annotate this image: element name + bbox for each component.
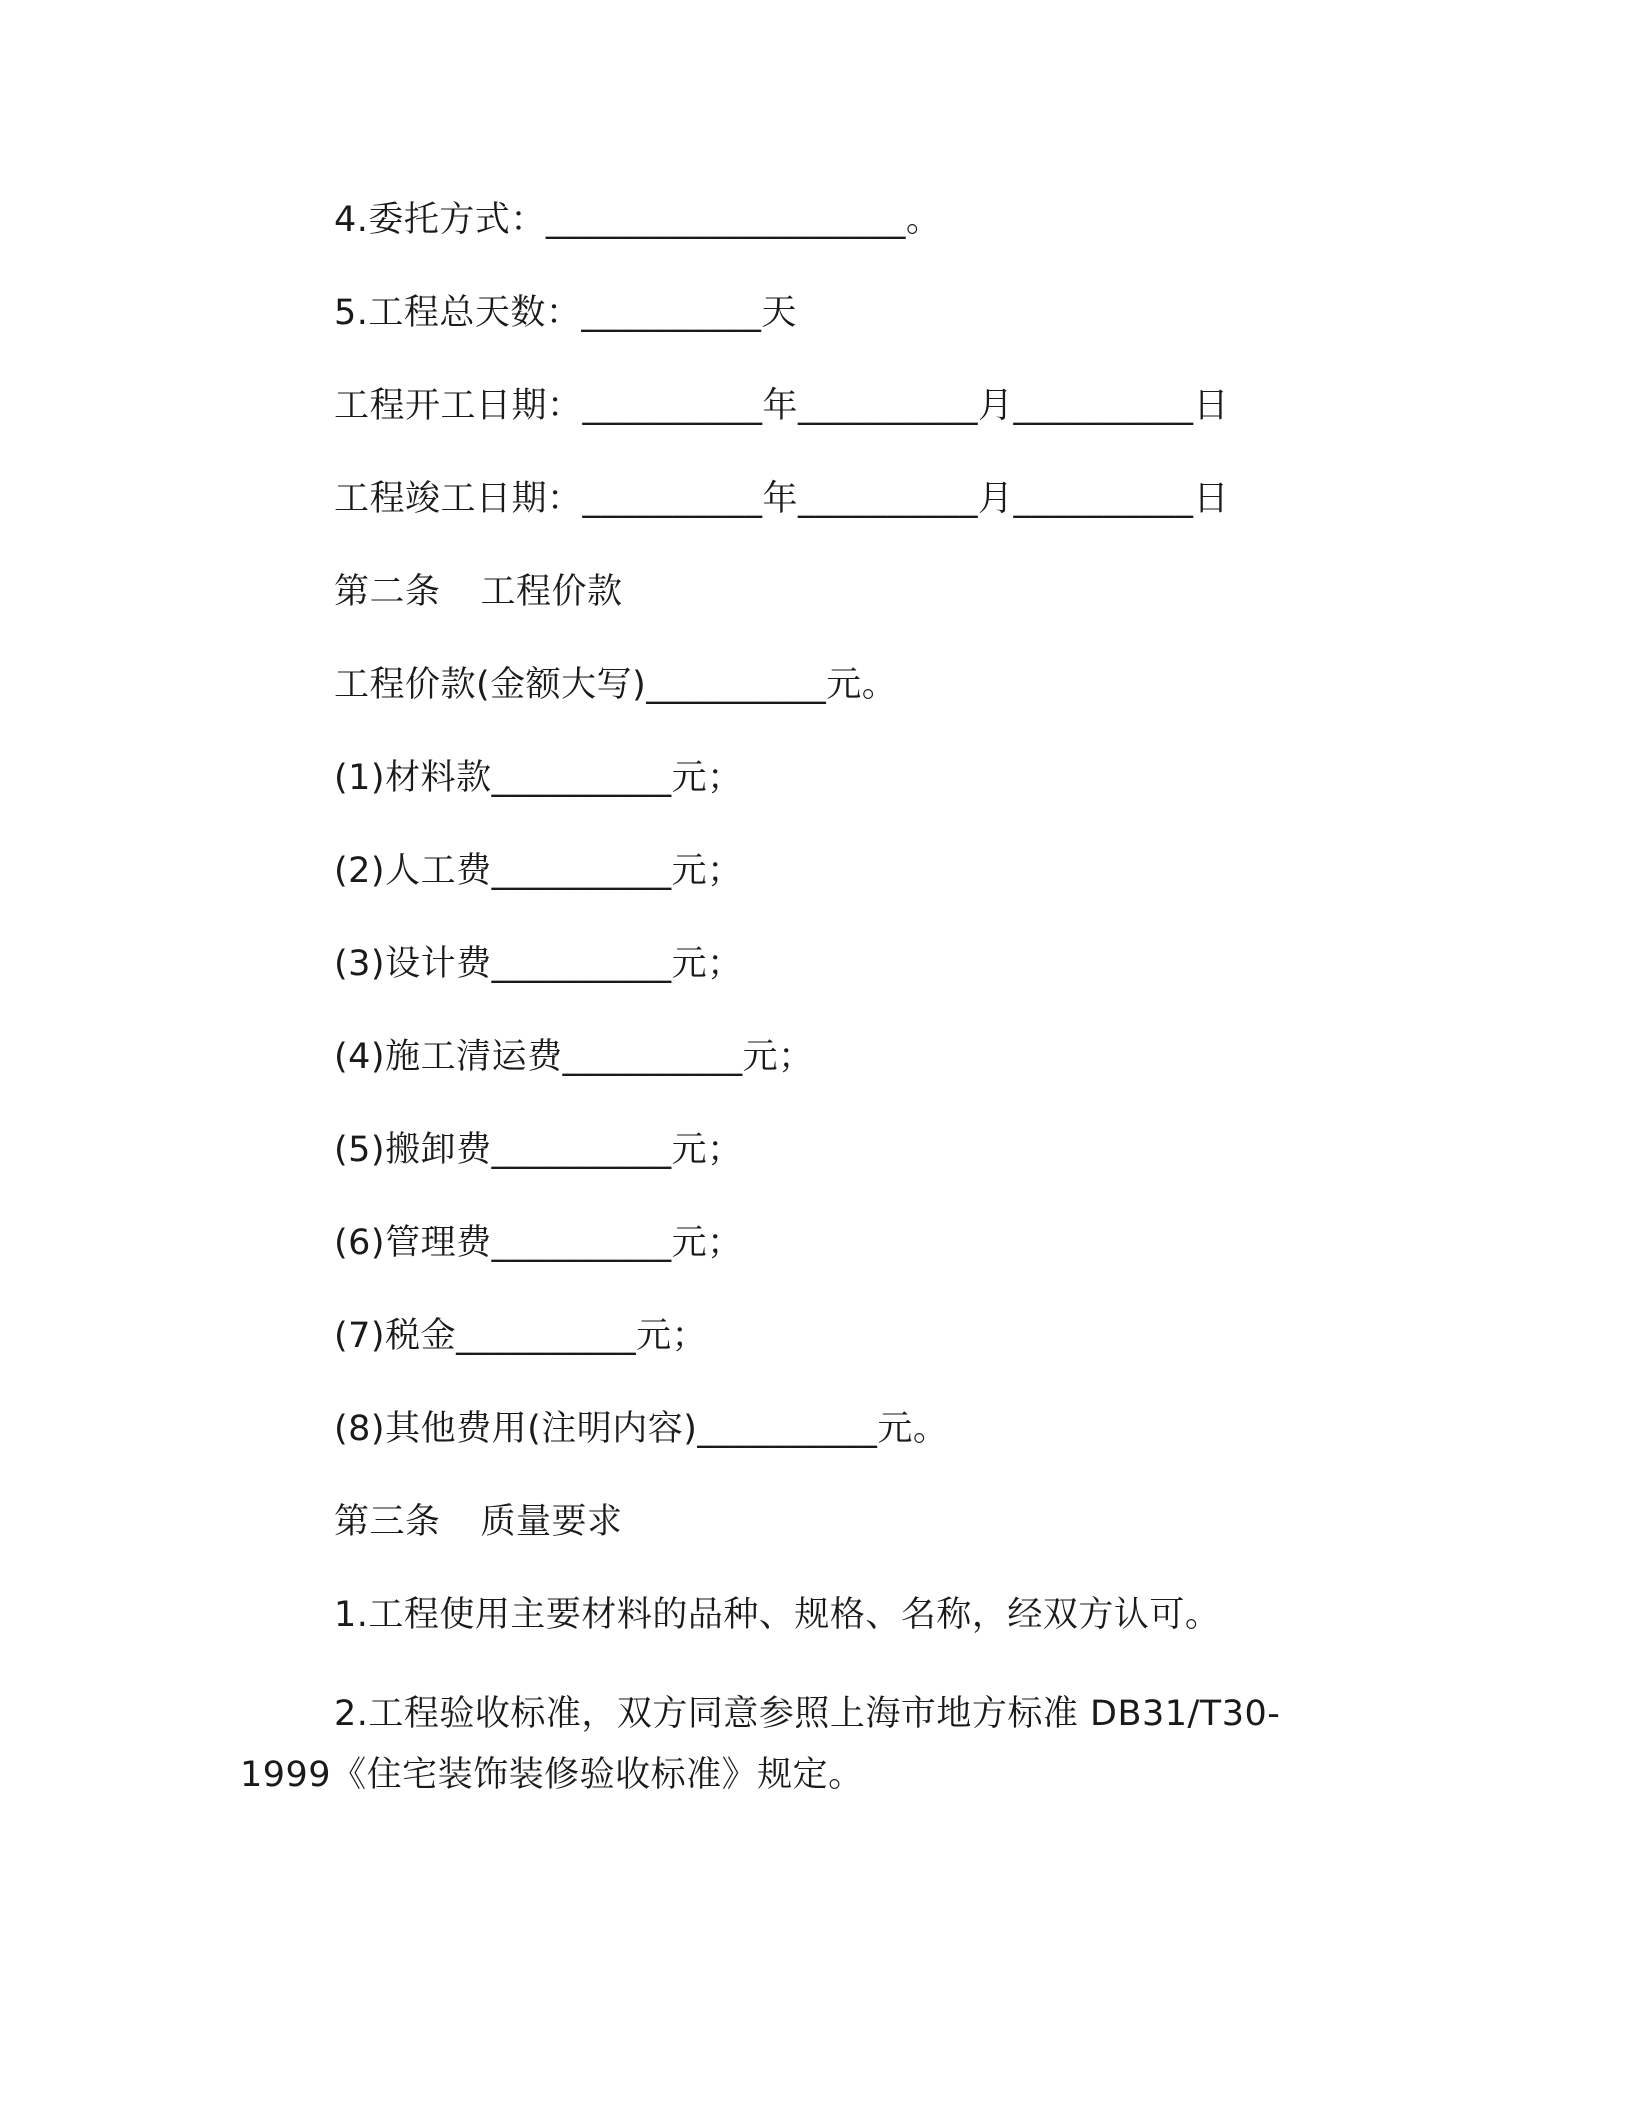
section-3-title: 质量要求	[480, 1502, 623, 1542]
price-item-management: (6)管理费__________元；	[334, 1223, 743, 1263]
completion-date-line: 工程竣工日期：__________年__________月__________日	[334, 479, 1230, 519]
section-3-number: 第三条	[334, 1502, 441, 1542]
total-days-line: 5.工程总天数：__________天	[334, 293, 797, 333]
price-item-design: (3)设计费__________元；	[334, 944, 743, 984]
price-item-materials: (1)材料款__________元；	[334, 758, 743, 798]
entrust-method-line: 4.委托方式：____________________。	[334, 200, 942, 240]
section-2-number: 第二条	[334, 572, 441, 612]
price-item-labor: (2)人工费__________元；	[334, 851, 743, 891]
price-item-tax: (7)税金__________元；	[334, 1316, 708, 1356]
section-2-heading	[334, 570, 623, 614]
price-item-moving: (5)搬卸费__________元；	[334, 1130, 743, 1170]
section-3-heading	[334, 1500, 623, 1544]
price-item-cleanup: (4)施工清运费__________元；	[334, 1037, 814, 1077]
start-date-line: 工程开工日期：__________年__________月__________日	[334, 386, 1230, 426]
quality-clause-1: 1.工程使用主要材料的品种、规格、名称，经双方认可。	[334, 1595, 1221, 1635]
section-2-title: 工程价款	[480, 572, 623, 612]
price-total-line: 工程价款(金额大写)__________元。	[334, 665, 898, 705]
quality-clause-2: 2.工程验收标准，双方同意参照上海市地方标准 DB31/T30-1999《住宅装饰装修验收标准》规定。	[240, 1694, 1281, 1795]
price-item-other: (8)其他费用(注明内容)__________元。	[334, 1409, 949, 1449]
